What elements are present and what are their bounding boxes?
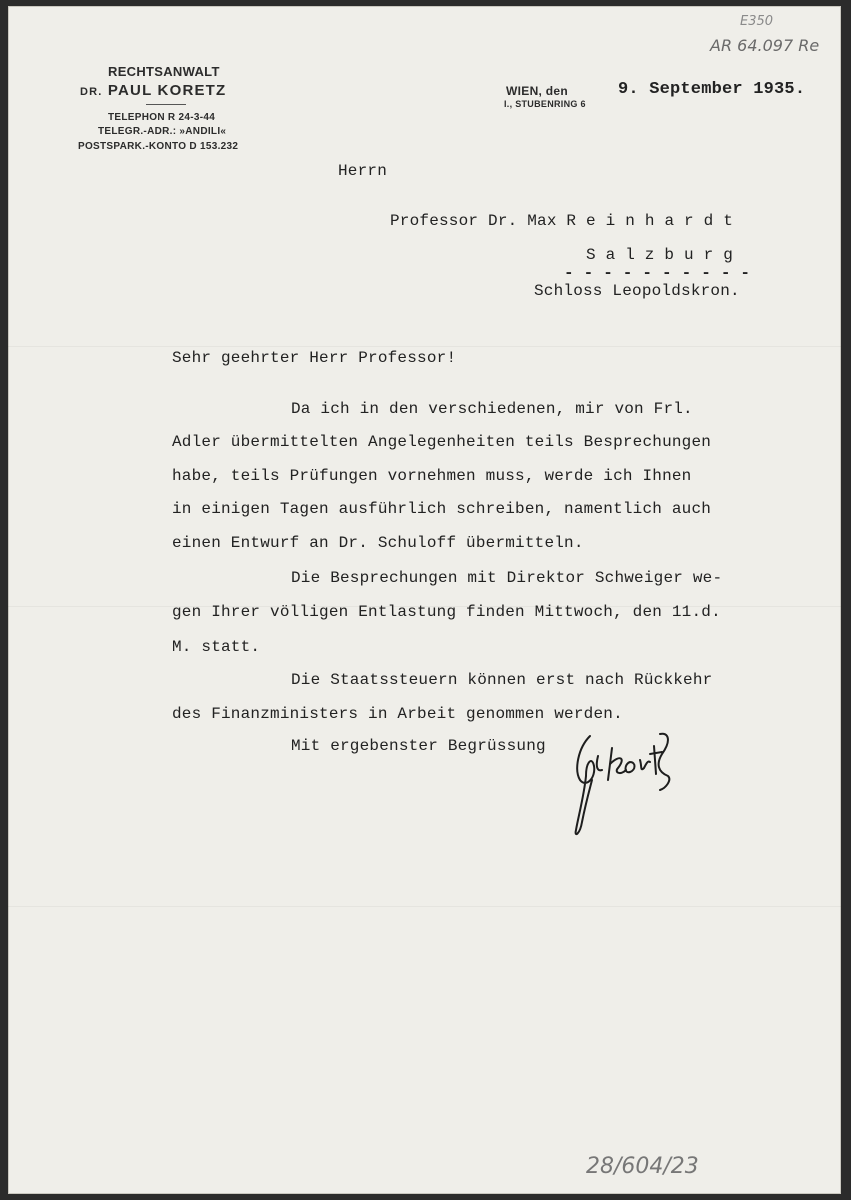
body-line: Die Besprechungen mit Direktor Schweiger we- <box>291 569 723 587</box>
body-line: Adler übermittelten Angelegenheiten teils Besprechungen <box>172 433 712 451</box>
letterhead-telegram: TELEGR.-ADR.: »ANDILI« <box>98 126 227 137</box>
letterhead-profession: RECHTSANWALT <box>108 64 220 79</box>
body-line: des Finanzministers in Arbeit genommen werden. <box>172 705 623 723</box>
archive-bottom-reference: 28/604/23 <box>586 1154 699 1179</box>
letterhead-telephone: TELEPHON R 24-3-44 <box>108 112 216 123</box>
recipient-title: Herrn <box>338 162 388 180</box>
body-line: M. statt. <box>172 638 261 656</box>
body-line: Da ich in den verschiedenen, mir von Frl. <box>291 400 693 418</box>
body-line: einen Entwurf an Dr. Schuloff übermitteln. <box>172 534 584 552</box>
signature-icon <box>560 718 680 843</box>
recipient-place: Schloss Leopoldskron. <box>534 282 740 300</box>
letter-page <box>8 6 841 1194</box>
letterhead-city: WIEN, den <box>506 84 569 98</box>
recipient-underline: - - - - - - - - - - <box>564 264 751 282</box>
recipient-name: Professor Dr. Max R e i n h a r d t <box>390 212 734 230</box>
letterhead-name-text: PAUL KORETZ <box>107 82 227 99</box>
letterhead-name-prefix: DR. <box>80 86 103 98</box>
letterhead-postal-account: POSTSPARK.-KONTO D 153.232 <box>78 141 239 152</box>
body-line: habe, teils Prüfungen vornehmen muss, werde ich Ihnen <box>172 467 692 485</box>
body-line: gen Ihrer völligen Entlastung finden Mittwoch, den 11.d. <box>172 603 721 621</box>
body-line: Die Staatssteuern können erst nach Rückkehr <box>291 671 713 689</box>
letterhead-street: I., STUBENRING 6 <box>504 99 586 109</box>
salutation: Sehr geehrter Herr Professor! <box>172 349 457 367</box>
body-line: in einigen Tagen ausführlich schreiben, namentlich auch <box>172 500 712 518</box>
letterhead-name <box>80 82 226 99</box>
archive-reference: AR 64.097 Re <box>710 36 820 55</box>
letter-date: 9. September 1935. <box>618 80 806 99</box>
closing: Mit ergebenster Begrüssung <box>291 737 546 755</box>
letterhead-divider <box>146 104 186 105</box>
recipient-city: S a l z b u r g <box>586 246 734 264</box>
archive-number: E350 <box>740 14 774 29</box>
